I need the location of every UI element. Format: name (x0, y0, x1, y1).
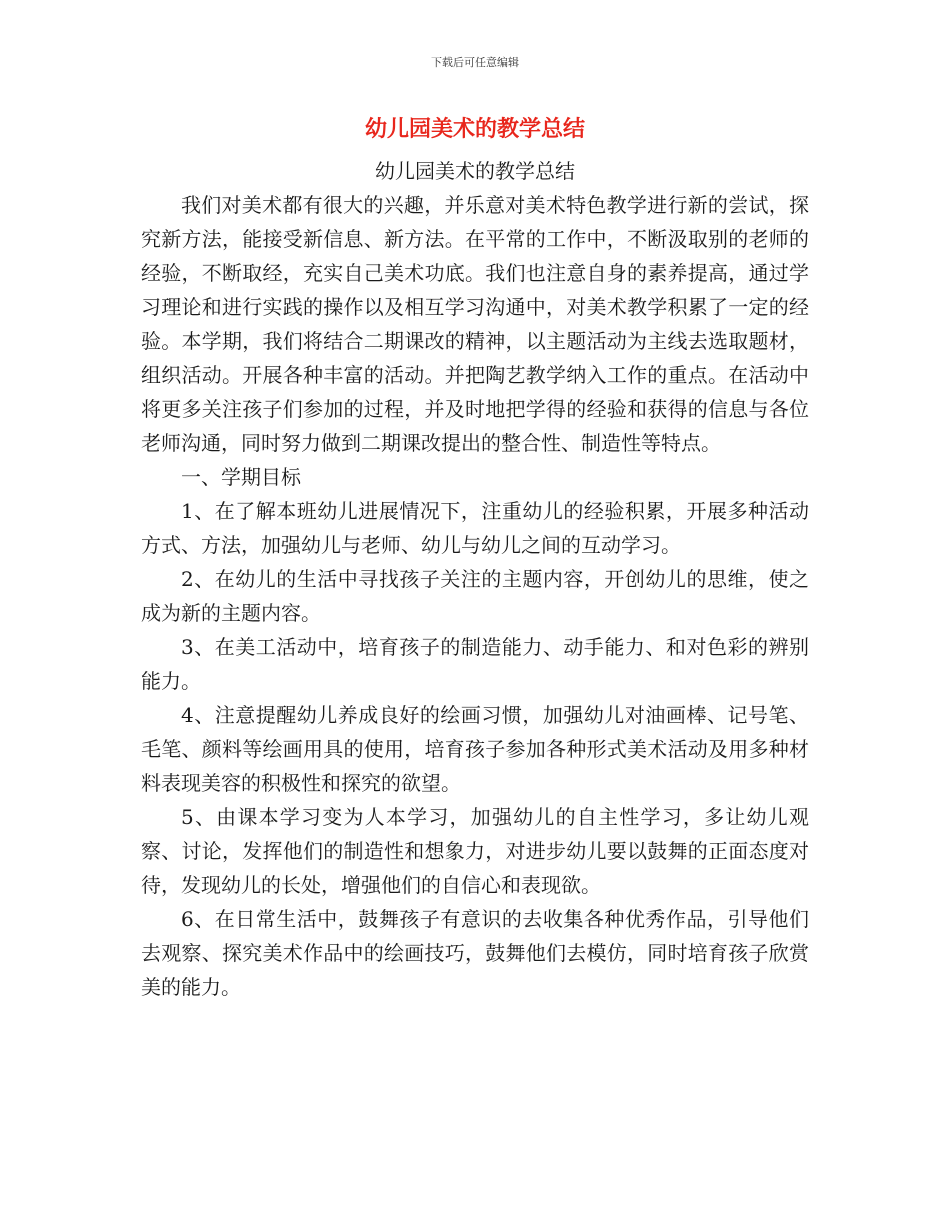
document-title: 幼儿园美术的教学总结 (364, 117, 585, 142)
paragraph-intro: 我们对美术都有很大的兴趣，并乐意对美术特色教学进行新的尝试，探究新方法，能接受新信息、新方法。在平常的工作中，不断汲取别的老师的经验，不断取经，充实自己美术功底。我们也注意自身的素养提高，通过学习理论和进行实践的操作以及相互学习沟通中，对美术教学积累了一定的经验。本学期，我们将结合二期课改的精神，以主题活动为主线去选取题材，组织活动。开展各种丰富的活动。并把陶艺教学纳入工作的重点。在活动中将更多关注孩子们参加的过程，并及时地把学得的经验和获得的信息与各位老师沟通，同时努力做到二期课改提出的整合性、制造性等特点。 (141, 193, 809, 455)
section-heading: 一、学期目标 (181, 465, 301, 489)
document-body (141, 154, 809, 1004)
goal-item-2: 2、在幼儿的生活中寻找孩子关注的主题内容，开创幼儿的思维，使之成为新的主题内容。 (141, 567, 809, 625)
goal-item-3: 3、在美工活动中，培育孩子的制造能力、动手能力、和对色彩的辨别能力。 (141, 635, 809, 693)
document-subtitle: 幼儿园美术的教学总结 (375, 159, 575, 183)
header-note: 下载后可任意编辑 (431, 56, 519, 69)
goal-item-5: 5、由课本学习变为人本学习，加强幼儿的自主性学习，多让幼儿观察、讨论，发挥他们的制造性和想象力，对进步幼儿要以鼓舞的正面态度对待，发现幼儿的长处，增强他们的自信心和表现欲。 (141, 805, 809, 897)
goal-item-1: 1、在了解本班幼儿进展情况下，注重幼儿的经验积累，开展多种活动方式、方法，加强幼儿与老师、幼儿与幼儿之间的互动学习。 (141, 499, 809, 557)
goal-item-4: 4、注意提醒幼儿养成良好的绘画习惯，加强幼儿对油画棒、记号笔、毛笔、颜料等绘画用具的使用，培育孩子参加各种形式美术活动及用多种材料表现美容的积极性和探究的欲望。 (141, 703, 809, 795)
goal-item-6: 6、在日常生活中，鼓舞孩子有意识的去收集各种优秀作品，引导他们去观察、探究美术作品中的绘画技巧，鼓舞他们去模仿，同时培育孩子欣赏美的能力。 (141, 907, 809, 999)
